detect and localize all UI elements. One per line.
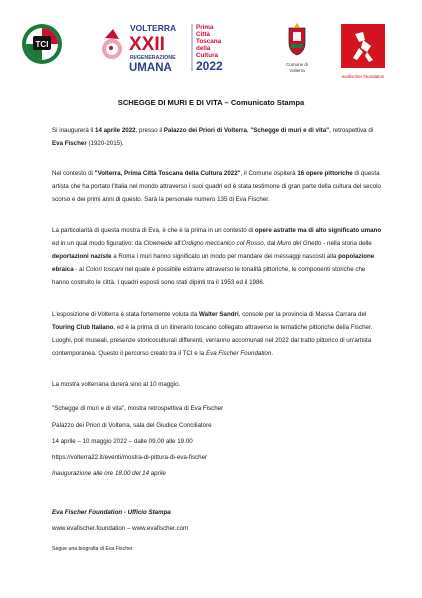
paragraph-duration: La mostra volterrana durerà sino al 10 maggio. [52, 381, 181, 388]
press-office-title: Eva Fischer Foundation - Ufficio Stampa [52, 509, 171, 516]
coat-of-arms-icon [285, 22, 309, 56]
info-line-location: Palazzo dei Priori di Volterra, sala del Giudice Conciliatore [52, 422, 212, 429]
info-link-url[interactable]: https://volterra22.it/eventi/mostra-di-pittura-di-eva-fischer [52, 454, 208, 461]
biography-footnote: Segue una biografia di Eva Fischer [52, 546, 133, 552]
logo-rigenerazione-text: RI/GENERAZIONE [130, 55, 176, 61]
press-office-links[interactable]: www.evafischer.foundation – www.evafischer.com [52, 525, 189, 532]
logo-umana-text: UMANA [129, 62, 172, 74]
tci-logo-text: TCI [35, 40, 49, 49]
info-line-title: "Schegge di muri e di vita", mostra retrospettiva di Eva Fischer [52, 405, 224, 412]
info-line-dates: 14 aprile – 10 maggio 2022 – dalle 09.00 alle 19.00 [52, 438, 193, 445]
eva-fischer-foundation-logo [339, 24, 387, 79]
info-line-inauguration: Inaugurazione alle ore 18.00 del 14 aprile [52, 470, 166, 477]
logo-volterra-text: VOLTERRA [130, 23, 177, 33]
eva-fischer-logo-mark [341, 24, 385, 68]
logo-side-line-1: Prima [196, 24, 214, 31]
logo-numeral-text: XXII [129, 34, 165, 55]
logo-side-line-3: Toscana [196, 38, 222, 45]
paragraph-exhibition: L'esposizione di Volterra è stata fortemente voluta da Walter Sandri, console per la provincia di Massa Carrara del Touring Club Italiano, ed è la prima di un itinerario toscano collegato attraverso le tematiche pittoriche della Fischer. Luoghi, poli museali, presenze storicoculturali differenti, verranno accomunati nel 2022 dal tratto pittorico di un'artista contemporanea. Questo il percorso creato tra il TCI e la Eva Fischer Foundation. [52, 311, 373, 357]
volterra-2022-logo [101, 19, 251, 75]
comune-label-line-2: Volterra [289, 68, 305, 73]
paragraph-context: Nel contesto di "Volterra, Prima Città Toscana della Cultura 2022", il Comune ospiterà 16 opere pittoriche di questa artista che ha portato l'Italia nel mondo attraverso i suoi quadri ed è stata testimone di gran parte della cultura del secolo scorso e dei primi anni di questo. Sarà la personale numero 135 di Eva Fischer. [52, 170, 381, 203]
comune-di-volterra-logo [282, 22, 312, 74]
logo-side-line-5: Cultura [196, 52, 219, 59]
logo-year-text: 2022 [196, 59, 223, 73]
tci-shield-logo [20, 22, 64, 66]
page-title: SCHEGGE DI MURI E DI VITA – Comunicato Stampa [117, 98, 305, 107]
logo-side-line-2: Città [196, 31, 210, 38]
eva-logo-caption: evafischer foundation [341, 74, 385, 79]
comune-label-line-1: Comune di [286, 62, 308, 67]
logo-side-line-4: della [196, 45, 211, 52]
paragraph-particularity: La particolarità di questa mostra di Eva, è che è la prima in un contesto di opere astratte ma di alto significato umano ed in un qual modo figurativo: da Clowneide all'Ordigno meccanico col Rosso, dal Muro del Ghetto - nella storia delle deportazioni naziste a Roma i muri hanno significato un modo per mandare dei messaggi nascosti alla popolazione ebraica - ai Colori toscani nel quale è possibile estrarre attraverso le tonalità pittoriche, le componenti storiche che hanno costruito le città. I quadri esposti sono stati dipinti tra il 1953 ed il 1986. [52, 227, 382, 286]
paragraph-intro: Si inaugurerà il 14 aprile 2022, presso il Palazzo dei Priori di Volterra, "Schegge di muri e di vita", retrospettiva di Eva Fischer (1920-2015). [52, 127, 374, 147]
